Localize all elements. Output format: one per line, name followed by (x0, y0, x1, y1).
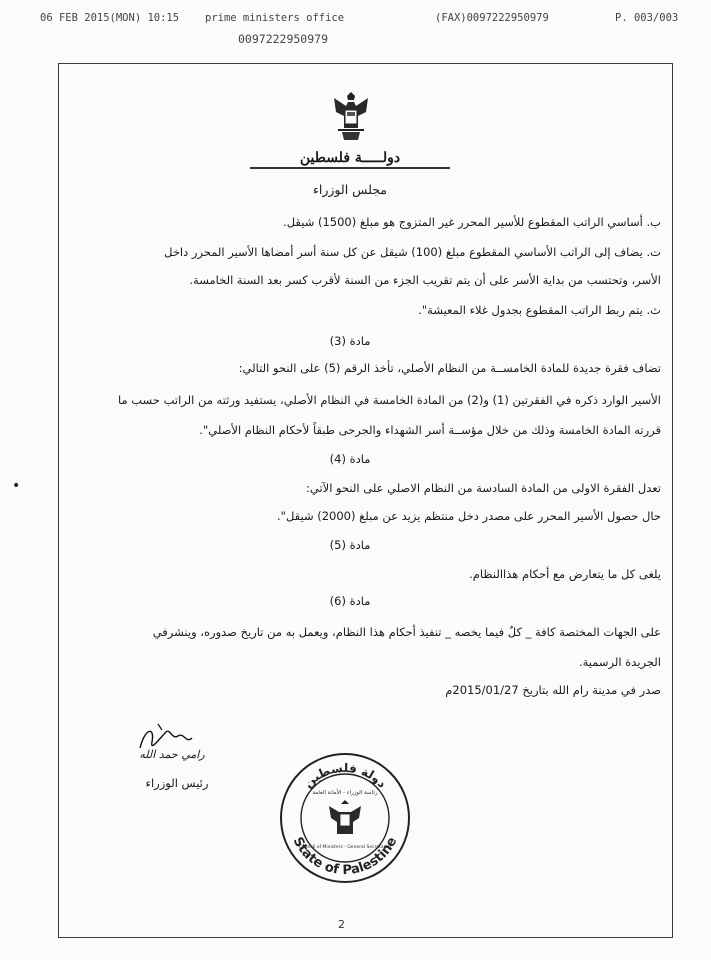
seal-eagle-icon (329, 800, 361, 834)
svg-text:دولة فلسطين (301, 761, 389, 791)
article-5-heading: مادة (5) (329, 538, 371, 552)
body-line: الأسر، وتحتسب من بداية الأسر على أن يتم تقريب الجزء من السنة لأقرب كسر بعد السنة الخامسة. (189, 273, 661, 287)
article-4-line: تعدل الفقرة الاولى من المادة السادسة من النظام الاصلي على النحو الآتي: (305, 481, 661, 495)
body-line: ب. أساسي الراتب المقطوع للأسير المحرر غير المتزوج هو مبلغ (1500) شيقل. (283, 215, 661, 229)
body-line: ث. يتم ربط الراتب المقطوع بجدول غلاء المعيشة". (418, 303, 661, 317)
issued-date-line: صدر في مدينة رام الله بتاريخ 2015/01/27م (445, 683, 661, 697)
margin-mark: • (12, 478, 21, 494)
article-3-heading: مادة (3) (329, 334, 371, 348)
fax-number-line: 0097222950979 (238, 32, 329, 46)
council-title: مجلس الوزراء (313, 182, 387, 197)
article-6-line: الجريدة الرسمية. (578, 655, 661, 669)
fax-header (0, 12, 711, 34)
svg-text:State of Palestine (290, 835, 401, 878)
seal-bottom-text: State of Palestine (289, 834, 401, 879)
article-5-line: يلغى كل ما يتعارض مع أحكام هذاالنظام. (469, 567, 661, 581)
seal-inner-text: رئاسة الوزراء - الأمانة العامة (312, 790, 378, 796)
seal-top-text: دولة فلسطين (301, 760, 390, 791)
page-number: 2 (338, 918, 345, 931)
article-4-heading: مادة (4) (329, 452, 371, 466)
eagle-emblem-icon (328, 88, 374, 144)
fax-number: (FAX)0097222950979 (435, 12, 549, 24)
state-title: دولـــــة فلسطين (250, 150, 450, 169)
article-3-line: تضاف فقرة جديدة للمادة الخامســة من النظام الأصلي، تأخذ الرقم (5) على النحو التالي: (238, 361, 661, 375)
official-seal (275, 748, 415, 888)
seal-inner-latin: Council of Ministers - General Secretariat (298, 845, 392, 850)
article-6-heading: مادة (6) (329, 594, 371, 608)
article-6-line: على الجهات المختصة كافة _ كلٌ فيما يخصه _ تنفيذ أحكام هذا النظام، ويعمل به من تاريخ صدوره، وينشرفي (152, 625, 661, 639)
signatory-title: رئيس الوزراء (145, 776, 209, 790)
signatory-name: رامي حمد الله (139, 748, 205, 761)
article-4-line: حال حصول الأسير المحرر على مصدر دخل منتظم يزيد عن مبلغ (2000) شيقل". (277, 509, 661, 523)
article-3-line: الأسير الوارد ذكره في الفقرتين (1) و(2) من المادة الخامسة في النظام الأصلي، يستفيد ورثته من الراتب حسب ما (117, 393, 661, 407)
fax-page: P. 003/003 (615, 12, 679, 24)
body-line: ت. يضاف إلى الراتب الأساسي المقطوع مبلغ (100) شيقل عن كل سنة أسر أمضاها الأسير المحرر داخل (164, 245, 661, 259)
fax-date: 06 FEB 2015(MON) 10:15 (40, 12, 180, 24)
fax-sender: prime ministers office (205, 12, 345, 24)
article-3-line: قررته المادة الخامسة وذلك من خلال مؤســة أسر الشهداء والجرحى طبقاً لأحكام النظام الأصلي". (199, 423, 661, 437)
